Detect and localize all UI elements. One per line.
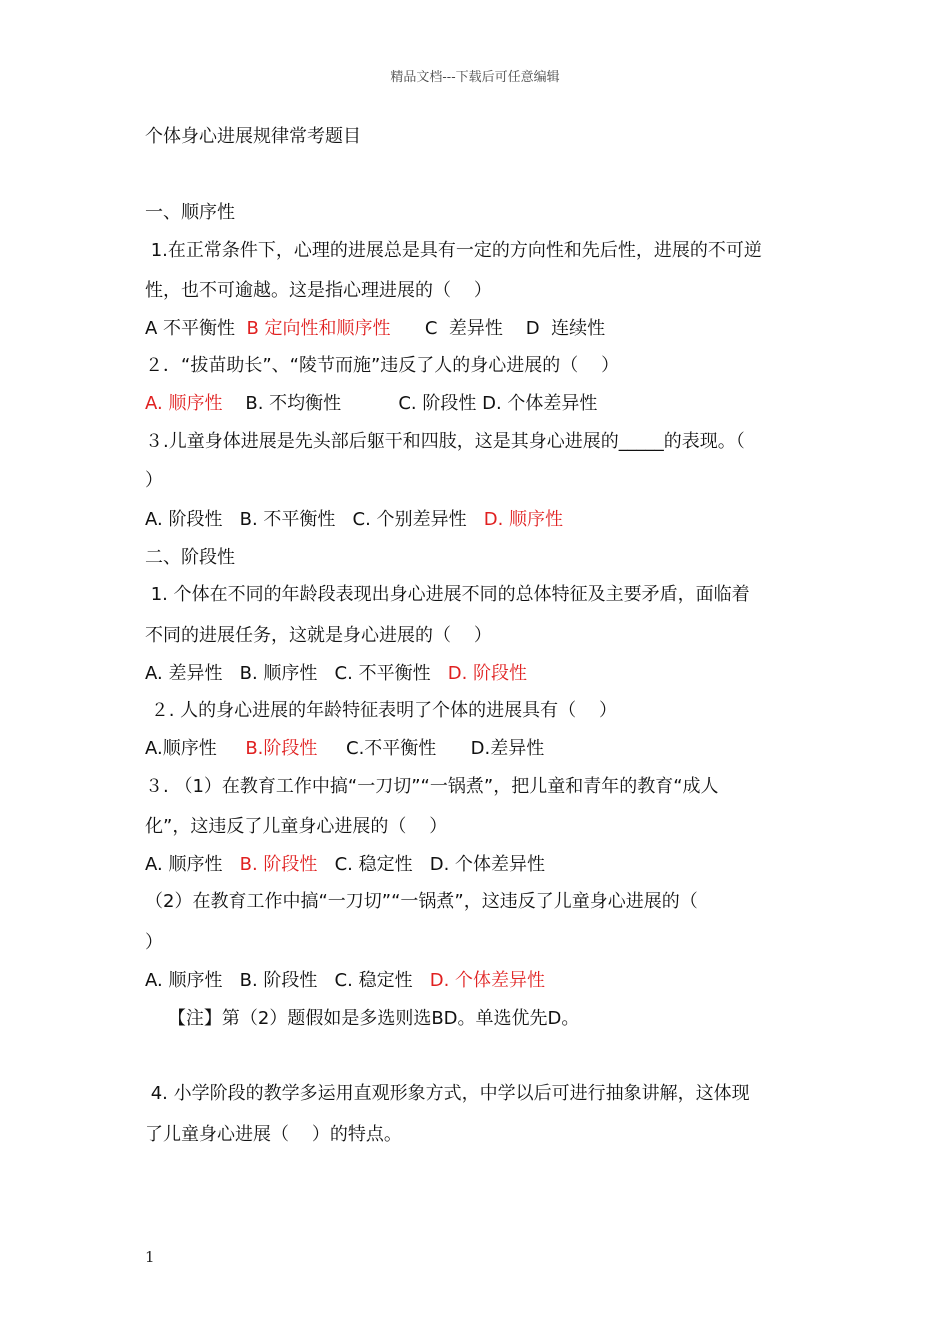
question-text: 1.在正常条件下，心理的进展总是具有一定的方向性和先后性，进展的不可逆 bbox=[145, 240, 762, 261]
question-text: 化”，这违反了儿童身心进展的（ ） bbox=[145, 816, 448, 837]
question-text: ） bbox=[145, 470, 163, 491]
answer-option: A. 顺序性 bbox=[145, 393, 223, 414]
option-text: C 差异性 D 连续性 bbox=[390, 318, 606, 339]
answer-note: 【注】第（2）题假如是多选则选BD。单选优先D。 bbox=[145, 1008, 580, 1029]
page-header: 精品文档---下载后可任意编辑 bbox=[390, 70, 560, 85]
option-text: C. 稳定性 D. 个体差异性 bbox=[317, 854, 546, 875]
question-options bbox=[145, 318, 815, 340]
answer-option: B 定向性和顺序性 bbox=[246, 318, 391, 339]
question-text: ３. （1）在教育工作中搞“一刀切”“一锅煮”，把儿童和青年的教育“成人 bbox=[145, 776, 719, 797]
answer-option: D. 个体差异性 bbox=[429, 970, 546, 991]
answer-option: B. 阶段性 bbox=[239, 854, 318, 875]
question-options bbox=[145, 854, 815, 876]
question-text: ２. 人的身心进展的年龄特征表明了个体的进展具有（ ） bbox=[145, 700, 618, 721]
answer-option: B.阶段性 bbox=[245, 738, 318, 759]
section-heading-sequence: 一、顺序性 bbox=[145, 202, 235, 223]
question-options bbox=[145, 509, 815, 531]
question-text: 1. 个体在不同的年龄段表现出身心进展不同的总体特征及主要矛盾，面临着 bbox=[145, 584, 750, 605]
question-text: 4. 小学阶段的教学多运用直观形象方式，中学以后可进行抽象讲解，这体现 bbox=[145, 1083, 750, 1104]
answer-option: D. 顺序性 bbox=[483, 509, 564, 530]
question-options bbox=[145, 663, 815, 685]
question-text: 性，也不可逾越。这是指心理进展的（ ） bbox=[145, 280, 492, 301]
question-text: ３.儿童身体进展是先头部后躯干和四肢，这是其身心进展的_____的表现。（ bbox=[145, 431, 745, 452]
option-text: A. 差异性 B. 顺序性 C. 不平衡性 bbox=[145, 663, 448, 684]
document-title: 个体身心进展规律常考题目 bbox=[145, 126, 361, 147]
question-options bbox=[145, 970, 815, 992]
option-text: A.顺序性 bbox=[145, 738, 246, 759]
question-text: 了儿童身心进展（ ）的特点。 bbox=[145, 1124, 402, 1145]
option-text: A. 阶段性 B. 不平衡性 C. 个别差异性 bbox=[145, 509, 484, 530]
question-text: （2）在教育工作中搞“一刀切”“一锅煮”，这违反了儿童身心进展的（ bbox=[145, 891, 698, 912]
option-text: A 不平衡性 bbox=[145, 318, 247, 339]
option-text: C.不平衡性 D.差异性 bbox=[317, 738, 545, 759]
answer-option: D. 阶段性 bbox=[447, 663, 528, 684]
question-text: ） bbox=[145, 932, 163, 953]
option-text: A. 顺序性 bbox=[145, 854, 240, 875]
page-number: 1 bbox=[145, 1248, 155, 1266]
option-text: A. 顺序性 B. 阶段性 C. 稳定性 bbox=[145, 970, 430, 991]
question-options bbox=[145, 393, 815, 415]
question-text: ２．“拔苗助长”、“陵节而施”违反了人的身心进展的（ ） bbox=[145, 355, 620, 376]
question-text: 不同的进展任务，这就是身心进展的（ ） bbox=[145, 625, 492, 646]
section-heading-stage: 二、阶段性 bbox=[145, 547, 235, 568]
option-text: B. 不均衡性 C. 阶段性 D. 个体差异性 bbox=[222, 393, 598, 414]
question-options bbox=[145, 738, 815, 760]
